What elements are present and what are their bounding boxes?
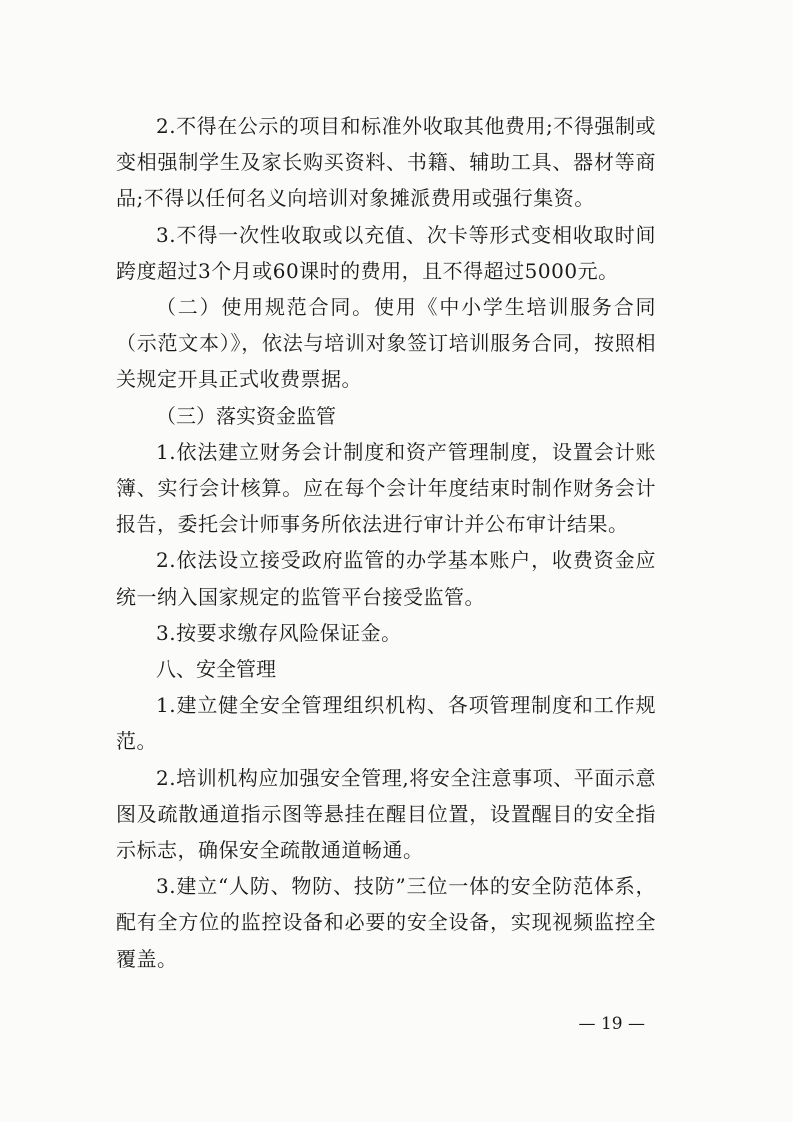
subheading-fund-supervision: （三）落实资金监管 xyxy=(156,403,336,428)
paragraph-prepaid-limit: 3.不得一次性收取或以充值、次卡等形式变相收取时间跨度超过3个月或60课时的费用，且不得超过5000元。 xyxy=(116,222,656,283)
paragraph-safety-signage: 2.培训机构应加强安全管理,将安全注意事项、平面示意图及疏散通道指示图等悬挂在醒目位置，设置醒目的安全指示标志，确保安全疏散通道畅通。 xyxy=(116,765,656,863)
document-body xyxy=(116,108,656,977)
section-heading-safety: 八、安全管理 xyxy=(156,657,276,682)
page-number: — 19 — xyxy=(578,1014,645,1034)
paragraph-safety-organization: 1.建立健全安全管理组织机构、各项管理制度和工作规范。 xyxy=(116,693,656,754)
paragraph-standard-contract: （二）使用规范合同。使用《中小学生培训服务合同（示范文本）》，依法与培训对象签订培训服务合同，按照相关规定开具正式收费票据。 xyxy=(116,295,656,392)
paragraph-fees-prohibition: 2.不得在公示的项目和标准外收取其他费用;不得强制或变相强制学生及家长购买资料、书籍、辅助工具、器材等商品;不得以任何名义向培训对象摊派费用或强行集资。 xyxy=(116,114,656,211)
paragraph-basic-account: 2.依法设立接受政府监管的办学基本账户，收费资金应统一纳入国家规定的监管平台接受监管。 xyxy=(116,548,656,609)
paragraph-accounting-system: 1.依法建立财务会计制度和资产管理制度，设置会计账簿、实行会计核算。应在每个会计年度结束时制作财务会计报告，委托会计师事务所依法进行审计并公布审计结果。 xyxy=(116,439,656,537)
paragraph-security-system: 3.建立“人防、物防、技防”三位一体的安全防范体系，配有全方位的监控设备和必要的安全设备，实现视频监控全覆盖。 xyxy=(116,874,656,971)
paragraph-risk-deposit: 3.按要求缴存风险保证金。 xyxy=(156,620,402,645)
